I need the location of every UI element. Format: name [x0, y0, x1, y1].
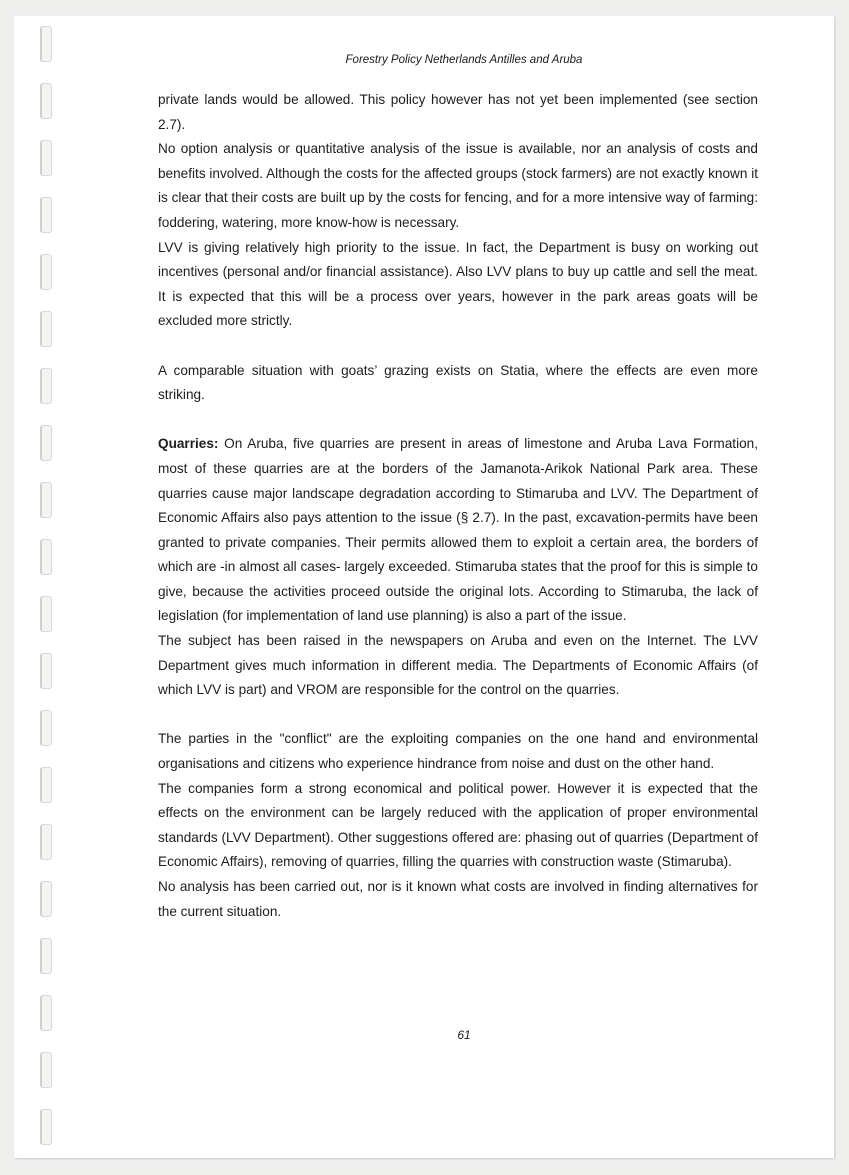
binding-hole: [40, 83, 52, 119]
paragraph: private lands would be allowed. This policy however has not yet been implemented (see section 2.7).: [158, 92, 758, 132]
binding-holes: [14, 16, 54, 1158]
page-number: 61: [457, 1028, 471, 1042]
binding-hole: [40, 1052, 52, 1088]
binding-hole: [40, 881, 52, 917]
binding-hole: [40, 938, 52, 974]
binding-hole: [40, 140, 52, 176]
binding-hole: [40, 995, 52, 1031]
binding-hole: [40, 254, 52, 290]
binding-hole: [40, 368, 52, 404]
binding-hole: [40, 653, 52, 689]
section-lead-quarries: Quarries:: [158, 436, 219, 452]
binding-hole: [40, 197, 52, 233]
binding-hole: [40, 767, 52, 803]
paragraph: The subject has been raised in the newspapers on Aruba and even on the Internet. The LVV Department gives much information in different media. The Departments of Economic Affairs (of which LVV is part) and VROM are responsible for the control on the quarries.: [158, 633, 758, 698]
binding-hole: [40, 596, 52, 632]
binding-hole: [40, 710, 52, 746]
binding-hole: [40, 482, 52, 518]
paragraph: The companies form a strong economical and political power. However it is expected that the effects on the environment can be largely reduced with the application of proper environmental standards (LVV Department). Other suggestions offered are: phasing out of quarries (Department of Economic Affairs), removing of quarries, filling the quarries with construction waste (Stimaruba).: [158, 780, 758, 870]
paragraph: A comparable situation with goats’ grazing exists on Statia, where the effects are even more striking.: [158, 362, 758, 403]
binding-hole: [40, 311, 52, 347]
binding-hole: [40, 539, 52, 575]
paragraph: LVV is giving relatively high priority to the issue. In fact, the Department is busy on working out incentives (personal and/or financial assistance). Also LVV plans to buy up cattle and sell the meat. It is expected that this will be a process over years, however in the park areas goats will be excluded more strictly.: [158, 239, 758, 329]
paragraph-quarries: [158, 432, 758, 629]
paragraph: The parties in the "conflict" are the exploiting companies on the one hand and environmental organisations and citizens who experience hindrance from noise and dust on the other hand.: [158, 731, 758, 772]
running-header: Forestry Policy Netherlands Antilles and Aruba: [345, 54, 583, 66]
document-page: [14, 16, 834, 1158]
body-text: [158, 88, 758, 924]
paragraph: No analysis has been carried out, nor is it known what costs are involved in finding alternatives for the current situation.: [158, 879, 758, 919]
binding-hole: [40, 824, 52, 860]
binding-hole: [40, 1109, 52, 1145]
paragraph-body: On Aruba, five quarries are present in areas of limestone and Aruba Lava Formation, most of these quarries are at the borders of the Jamanota-Arikok National Park area. These quarries cause major landscape degradation according to Stimaruba and LVV. The Department of Economic Affairs also pays attention to the issue (§ 2.7). In the past, excavation-permits have been granted to private companies. Their permits allowed them to exploit a certain area, the borders of which are -in almost all cases- largely exceeded. Stimaruba states that the proof for this is simple to give, because the activities proceed outside the original lots. According to Stimaruba, the lack of legislation (for implementation of land use planning) is also a part of the issue.: [158, 436, 758, 624]
paragraph: No option analysis or quantitative analysis of the issue is available, nor an analysis of costs and benefits involved. Although the costs for the affected groups (stock farmers) are not exactly known it is clear that their costs are built up by the costs for fencing, and for a more intensive way of farming: foddering, watering, more know-how is necessary.: [158, 141, 758, 230]
binding-hole: [40, 425, 52, 461]
